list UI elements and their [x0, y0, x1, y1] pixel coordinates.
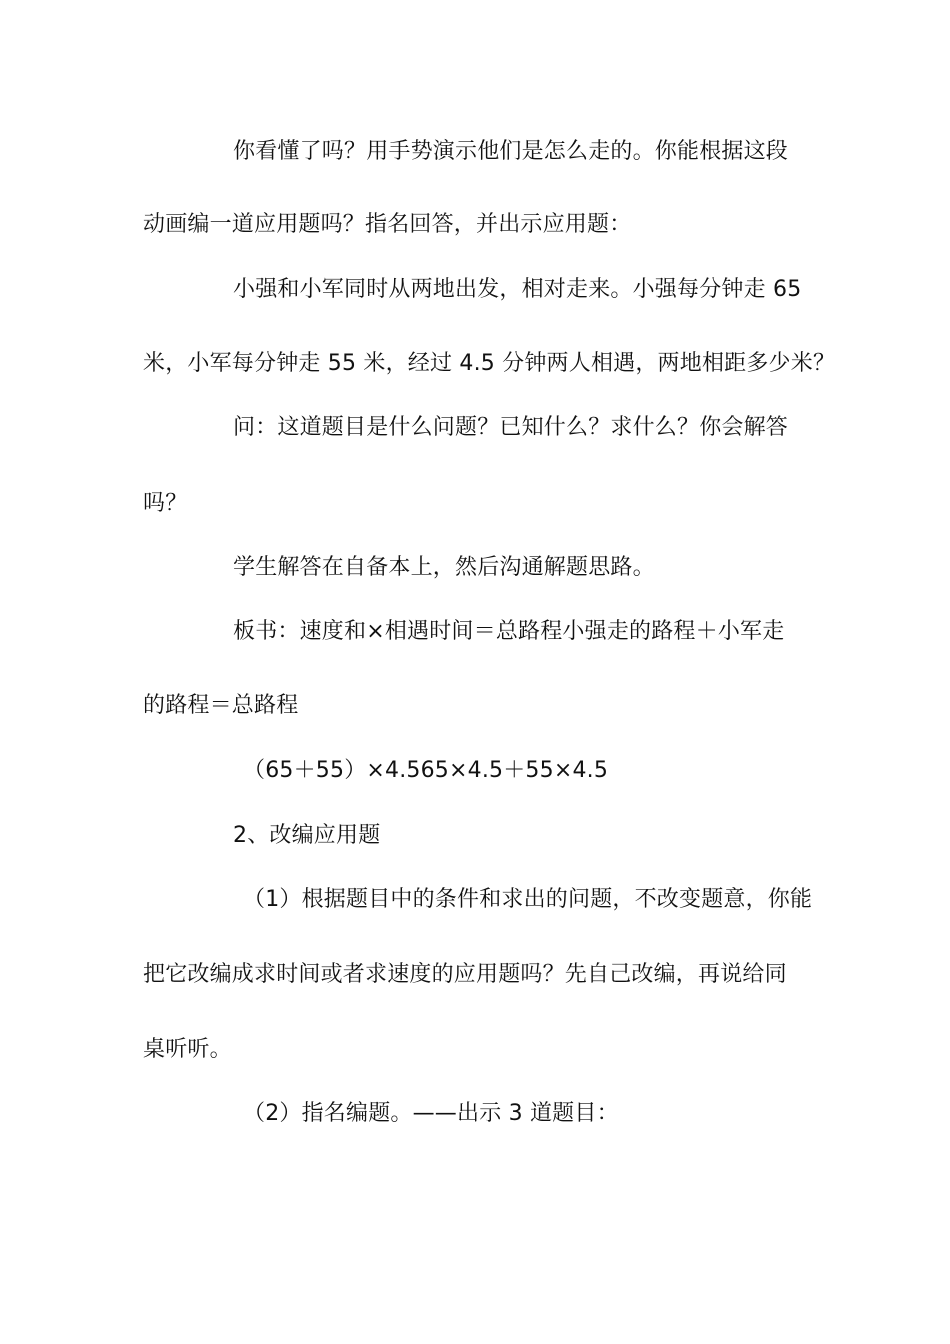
paragraph-line-6: 吗？ — [143, 491, 188, 516]
paragraph-line-9: 的路程＝总路程 — [143, 693, 299, 718]
paragraph-line-14: 桌听听。 — [143, 1037, 232, 1062]
paragraph-line-1: 你看懂了吗？用手势演示他们是怎么走的。你能根据这段 — [233, 139, 789, 164]
paragraph-line-7: 学生解答在自备本上，然后沟通解题思路。 — [233, 555, 655, 580]
paragraph-line-13: 把它改编成求时间或者求速度的应用题吗？先自己改编，再说给同 — [143, 962, 787, 987]
paragraph-line-3: 小强和小军同时从两地出发，相对走来。小强每分钟走 65 — [233, 277, 802, 302]
section-heading: 2、改编应用题 — [233, 823, 381, 848]
paragraph-line-2: 动画编一道应用题吗？指名回答，并出示应用题： — [143, 212, 632, 237]
paragraph-line-4: 米，小军每分钟走 55 米，经过 4.5 分钟两人相遇，两地相距多少米？ — [143, 351, 836, 376]
paragraph-line-12: （1）根据题目中的条件和求出的问题，不改变题意，你能 — [243, 887, 813, 912]
paragraph-line-8: 板书：速度和×相遇时间＝总路程小强走的路程＋小军走 — [233, 619, 785, 644]
formula-line: （65＋55）×4.565×4.5＋55×4.5 — [243, 758, 609, 783]
paragraph-line-15: （2）指名编题。——出示 3 道题目： — [243, 1101, 619, 1126]
paragraph-line-5: 问：这道题目是什么问题？已知什么？求什么？你会解答 — [233, 415, 789, 440]
